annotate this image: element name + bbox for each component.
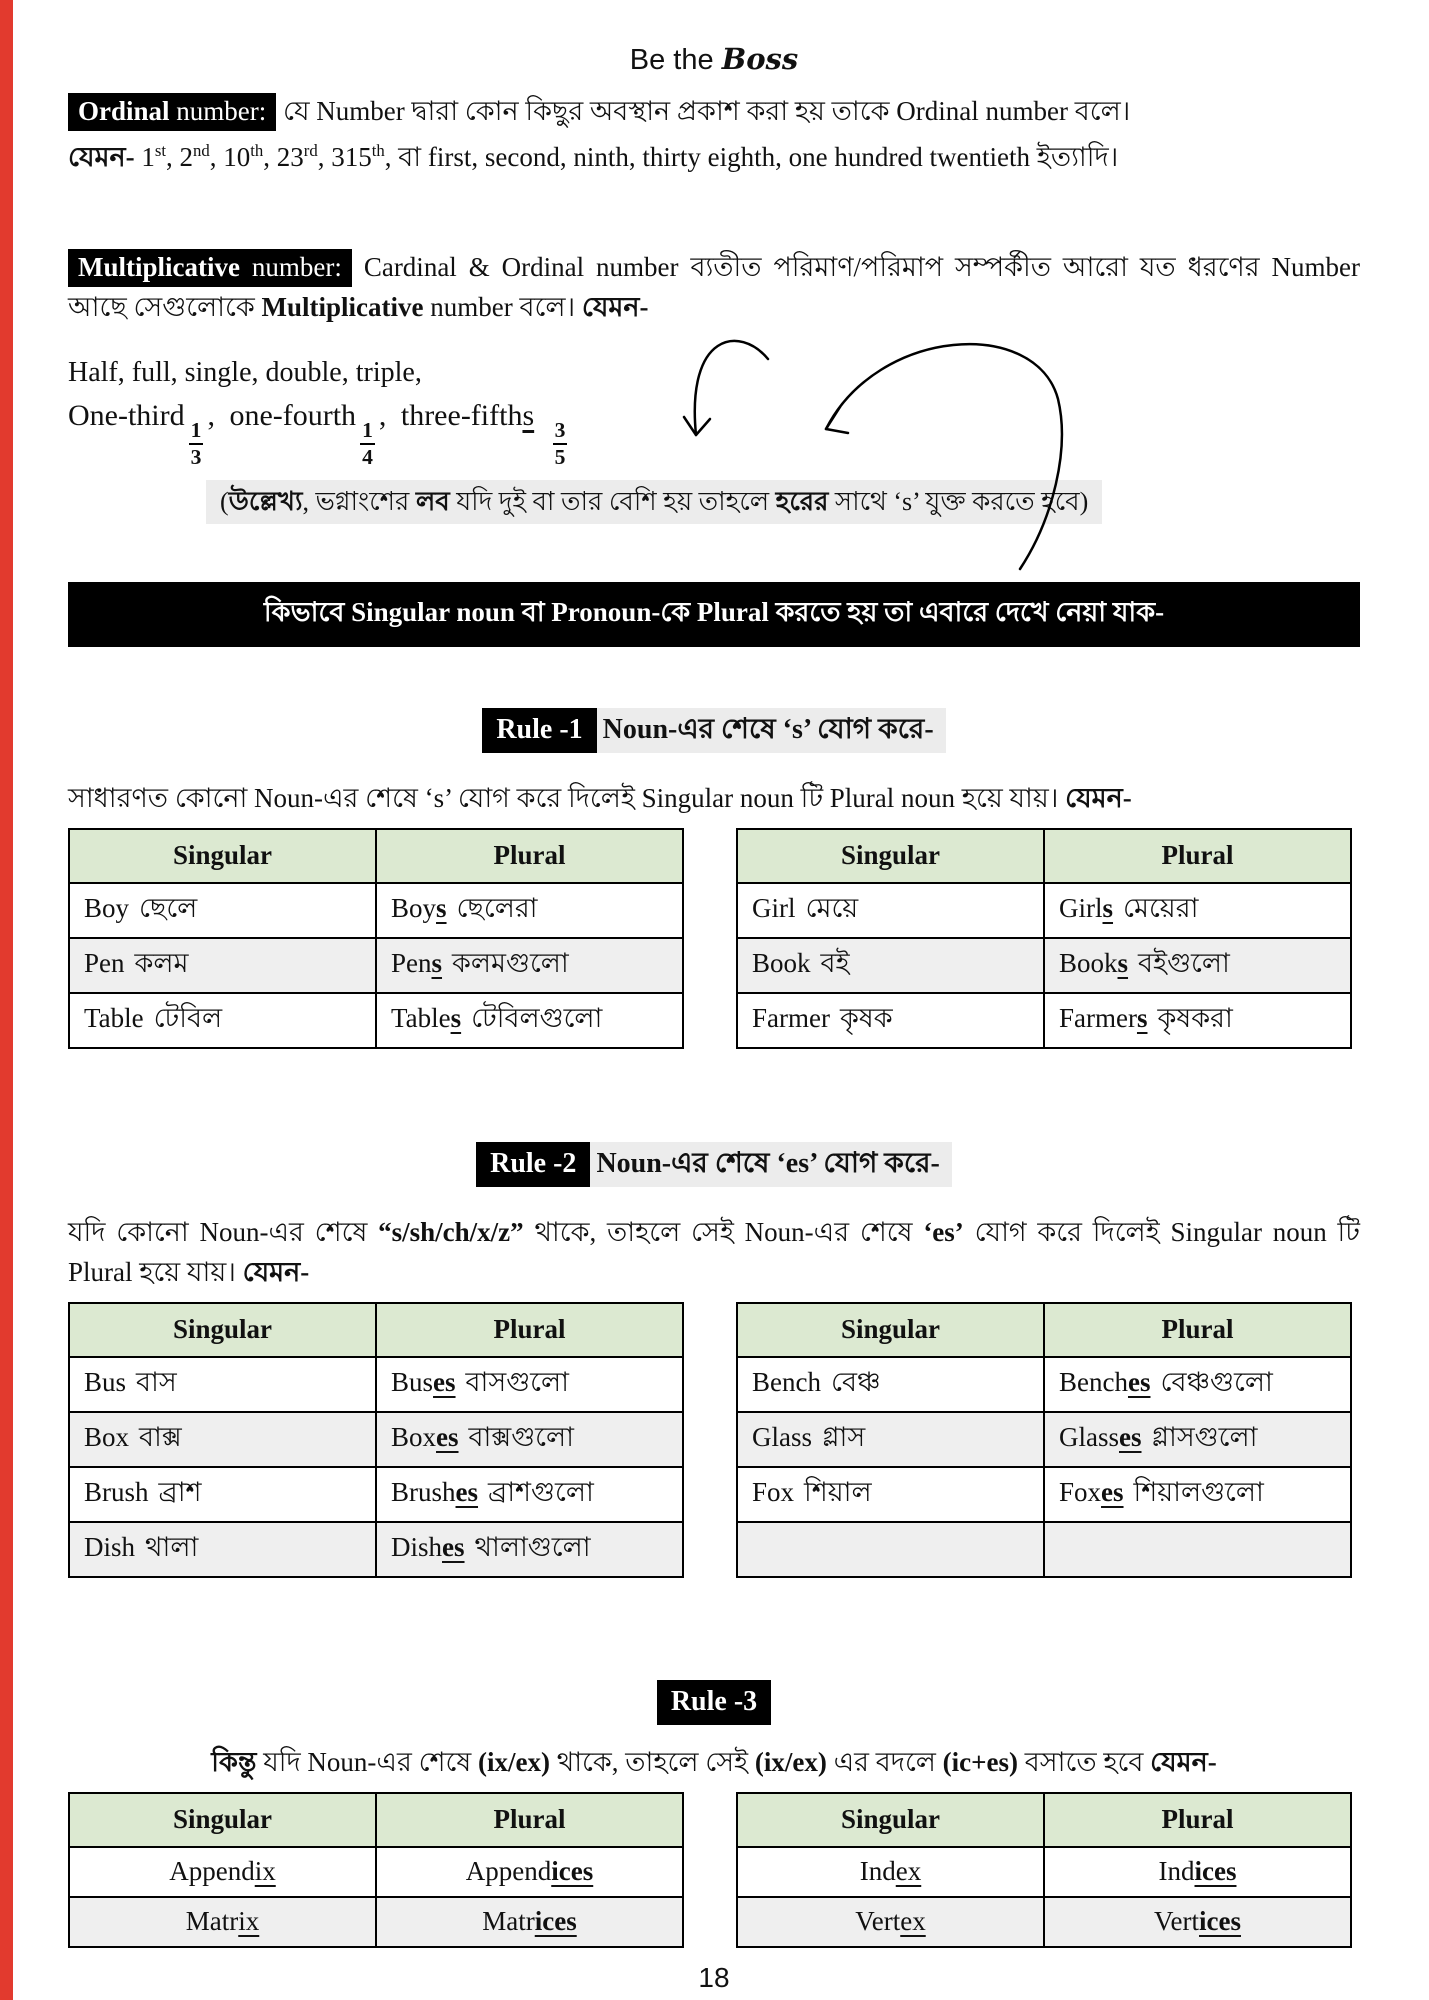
rule1-right-table	[736, 828, 1352, 1049]
singular-cell: Appendix	[69, 1847, 376, 1897]
table-row-empty	[737, 1522, 1351, 1577]
singular-cell: Matrix	[69, 1897, 376, 1947]
rule2-description: যদি কোনো Noun-এর শেষে “s/sh/ch/x/z” থাকে, তাহলে সেই Noun-এর শেষে ‘es’ যোগ করে দিলেই Singular noun টি Plural হয়ে যায়। যেমন-	[68, 1216, 1360, 1287]
singular-cell	[737, 1522, 1044, 1577]
plural-cell: Dishes থালাগুলো	[376, 1522, 683, 1577]
singular-cell: Brush ব্রাশ	[69, 1467, 376, 1522]
plural-cell: Buses বাসগুলো	[376, 1357, 683, 1412]
rule2-right-table	[736, 1302, 1352, 1578]
plural-cell: Vertices	[1044, 1897, 1351, 1947]
singular-header: Singular	[69, 1303, 376, 1357]
ordinal-examples-tail: বা first, second, ninth, thirty eighth, one hundred twentieth ইত্যাদি।	[398, 142, 1119, 172]
multiplicative-examples	[68, 353, 1360, 524]
table-row	[737, 993, 1351, 1048]
table-header-row	[69, 1793, 683, 1847]
rule1-left-table	[68, 828, 684, 1049]
multiplicative-items-line1: Half, full, single, double, triple,	[68, 357, 422, 388]
singular-cell: Dish থালা	[69, 1522, 376, 1577]
ordinal-example-1: 1st,	[141, 141, 173, 172]
plural-header: Plural	[1044, 1793, 1351, 1847]
ordinal-definition-text: যে Number দ্বারা কোন কিছুর অবস্থান প্রকাশ করা হয় তাকে Ordinal number বলে।	[283, 96, 1131, 126]
fraction-1-4: $\frac{1}{4}$	[362, 417, 373, 469]
plural-cell: Boxes বাক্সগুলো	[376, 1412, 683, 1467]
singular-cell: Book বই	[737, 938, 1044, 993]
plural-cell: Glasses গ্লাসগুলো	[1044, 1412, 1351, 1467]
singular-header: Singular	[737, 829, 1044, 883]
title-brand: Boss	[721, 42, 799, 76]
plural-header: Plural	[376, 1303, 683, 1357]
ordinal-example-4: 23rd,	[276, 141, 325, 172]
table-row	[69, 993, 683, 1048]
rule1-tables	[68, 828, 1360, 1049]
singular-header: Singular	[69, 829, 376, 883]
plural-cell: Farmers কৃষকরা	[1044, 993, 1351, 1048]
rule2-title: Noun-এর শেষে ‘es’ যোগ করে-	[590, 1142, 951, 1187]
table-row	[69, 1522, 683, 1577]
rule3-heading	[68, 1686, 1360, 1718]
singular-cell: Pen কলম	[69, 938, 376, 993]
plural-section-banner: কিভাবে Singular noun বা Pronoun-কে Plural করতে হয় তা এবারে দেখে নেয়া যাক-	[68, 582, 1360, 647]
plural-cell: Benches বেঞ্চগুলো	[1044, 1357, 1351, 1412]
rule2-badge: Rule -2	[476, 1142, 590, 1187]
left-accent-bar	[0, 0, 13, 2000]
title-prefix: Be the	[629, 44, 714, 76]
rule1-description: সাধারণত কোনো Noun-এর শেষে ‘s’ যোগ করে দিলেই Singular noun টি Plural noun হয়ে যায়। যেমন-	[68, 782, 1132, 813]
table-row	[737, 938, 1351, 993]
rule2-heading	[68, 1141, 1360, 1188]
table-row	[737, 1412, 1351, 1467]
plural-cell: Foxes শিয়ালগুলো	[1044, 1467, 1351, 1522]
singular-cell: Glass গ্লাস	[737, 1412, 1044, 1467]
table-header-row	[69, 829, 683, 883]
fraction-3-5: $\frac{3}{5}$	[554, 417, 566, 469]
page-content	[68, 42, 1360, 1994]
table-row	[69, 1357, 683, 1412]
page-title	[68, 42, 1360, 77]
plural-cell	[1044, 1522, 1351, 1577]
rule1-title: Noun-এর শেষে ‘s’ যোগ করে-	[597, 708, 946, 753]
ordinal-example-5: 315th,	[331, 141, 392, 172]
multiplicative-label: Multiplicative number:	[68, 249, 352, 287]
plural-cell: Indices	[1044, 1847, 1351, 1897]
table-row	[69, 1412, 683, 1467]
table-row	[737, 1897, 1351, 1947]
singular-header: Singular	[737, 1303, 1044, 1357]
ordinal-example-3: 10th,	[223, 141, 271, 172]
table-gap	[684, 1302, 736, 1578]
table-row	[69, 1897, 683, 1947]
singular-cell: Bench বেঞ্চ	[737, 1357, 1044, 1412]
plural-header: Plural	[376, 829, 683, 883]
plural-header: Plural	[1044, 829, 1351, 883]
table-row	[737, 1467, 1351, 1522]
table-gap	[684, 1792, 736, 1948]
ordinal-label: Ordinal number:	[68, 93, 276, 131]
rule1-badge: Rule -1	[482, 708, 596, 753]
table-row	[737, 1357, 1351, 1412]
table-header-row	[737, 829, 1351, 883]
table-row	[69, 938, 683, 993]
table-row	[69, 883, 683, 938]
singular-cell: Box বাক্স	[69, 1412, 376, 1467]
singular-cell: Table টেবিল	[69, 993, 376, 1048]
singular-header: Singular	[737, 1793, 1044, 1847]
plural-cell: Books বইগুলো	[1044, 938, 1351, 993]
plural-cell: Boys ছেলেরা	[376, 883, 683, 938]
plural-cell: Matrices	[376, 1897, 683, 1947]
table-header-row	[69, 1303, 683, 1357]
rule2-left-table	[68, 1302, 684, 1578]
singular-cell: Bus বাস	[69, 1357, 376, 1412]
table-gap	[684, 828, 736, 1049]
plural-cell: Pens কলমগুলো	[376, 938, 683, 993]
rule2-tables	[68, 1302, 1360, 1578]
singular-cell: Boy ছেলে	[69, 883, 376, 938]
singular-cell: Index	[737, 1847, 1044, 1897]
rule3-right-table	[736, 1792, 1352, 1948]
plural-header: Plural	[376, 1793, 683, 1847]
plural-cell: Brushes ব্রাশগুলো	[376, 1467, 683, 1522]
table-row	[69, 1847, 683, 1897]
table-row	[737, 883, 1351, 938]
example-label: যেমন-	[68, 142, 135, 172]
ordinal-examples	[68, 131, 1360, 177]
multiplicative-items-line2: One-third $\frac{1}{3}$ , one-fourth $\frac{1}{4}$ , three-fifths $\frac{3}{5}$	[68, 399, 566, 469]
plural-cell: Girls মেয়েরা	[1044, 883, 1351, 938]
table-row	[737, 1847, 1351, 1897]
singular-header: Singular	[69, 1793, 376, 1847]
ordinal-definition	[68, 91, 1360, 131]
rule3-badge: Rule -3	[657, 1680, 771, 1725]
plural-cell: Tables টেবিলগুলো	[376, 993, 683, 1048]
fraction-note: (উল্লেখ্য, ভগ্নাংশের লব যদি দুই বা তার বেশি হয় তাহলে হরের সাথে ‘s’ যুক্ত করতে হবে)	[206, 480, 1102, 524]
singular-cell: Girl মেয়ে	[737, 883, 1044, 938]
singular-cell: Farmer কৃষক	[737, 993, 1044, 1048]
fraction-1-3: $\frac{1}{3}$	[190, 417, 202, 469]
multiplicative-definition: Multiplicative number: Cardinal & Ordinal number ব্যতীত পরিমাণ/পরিমাপ সম্পর্কীত আরো যত ধরণের Number আছে সেগুলোকে Multiplicative number বলে। যেমন-	[68, 247, 1360, 327]
plural-cell: Appendices	[376, 1847, 683, 1897]
rule3-description: কিন্তু যদি Noun-এর শেষে (ix/ex) থাকে, তাহলে সেই (ix/ex) এর বদলে (ic+es) বসাতে হবে যেমন-	[211, 1746, 1217, 1777]
rule3-left-table	[68, 1792, 684, 1948]
singular-cell: Vertex	[737, 1897, 1044, 1947]
rule3-tables	[68, 1792, 1360, 1948]
ordinal-example-2: 2nd,	[179, 141, 217, 172]
table-header-row	[737, 1303, 1351, 1357]
singular-cell: Fox শিয়াল	[737, 1467, 1044, 1522]
page-number: 18	[698, 1961, 730, 1993]
rule1-heading	[68, 707, 1360, 754]
table-row	[69, 1467, 683, 1522]
table-header-row	[737, 1793, 1351, 1847]
plural-header: Plural	[1044, 1303, 1351, 1357]
